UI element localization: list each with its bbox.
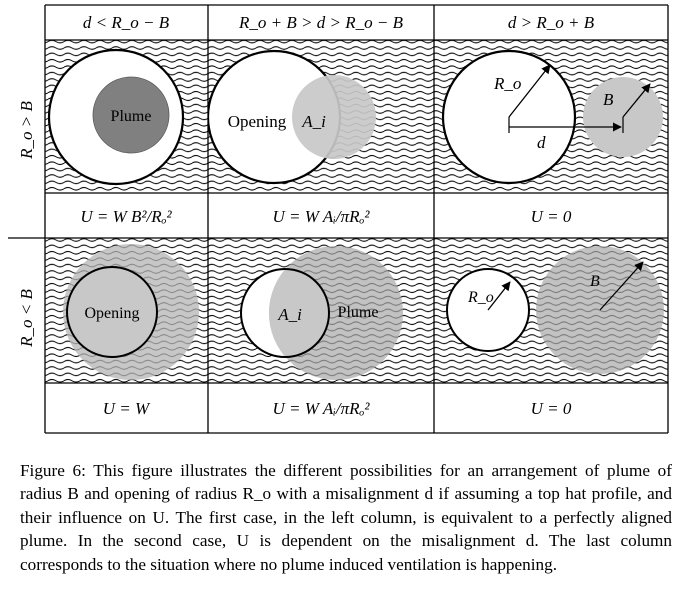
formula-r2c1: U = W [102,399,150,418]
area-label-r1c2: A_i [302,112,326,131]
figure-caption: Figure 6: This figure illustrates the different possibilities for an arrangement of plume of radius B and opening of radius R_o with a misalignment d if assuming a top hat profile, and their influence on U. The first case, in the left column, is equivalent to a perfectly aligned plume. In the second case, U is dependent on the misalignment d. The last column corresponds to the situation where no plume induced ventilation is happening. [20,461,672,574]
formula-r2c2: U = W Aᵢ/πRₒ² [272,399,370,418]
formula-r1c2: U = W Aᵢ/πRₒ² [272,207,370,226]
radius-label-ro-r2c3: R_o [468,289,494,306]
row-label-1: R_o > B [17,101,36,159]
formula-r2c3: U = 0 [530,399,572,418]
opening-label-r1c2: Opening [227,112,287,131]
formula-r1c3: U = 0 [530,207,572,226]
area-label-r2c2: A_i [278,305,302,324]
column-header-1: d < R_o − B [82,13,170,32]
radius-label-ro-r1c3: R_o [494,74,522,93]
column-header-3: d > R_o + B [507,13,595,32]
formula-r1c1: U = W B²/Rₒ² [80,207,172,226]
radius-label-b-r2c3: B [590,273,600,290]
opening-label-r2c1: Opening [84,305,140,322]
column-header-2: R_o + B > d > R_o − B [239,13,403,32]
radius-label-b-r1c3: B [603,90,614,109]
plume-label-r1c1: Plume [110,108,152,125]
distance-label-r1c3: d [537,133,546,152]
row-label-2: R_o < B [17,289,36,347]
plume-label-r2c2: Plume [337,304,379,321]
